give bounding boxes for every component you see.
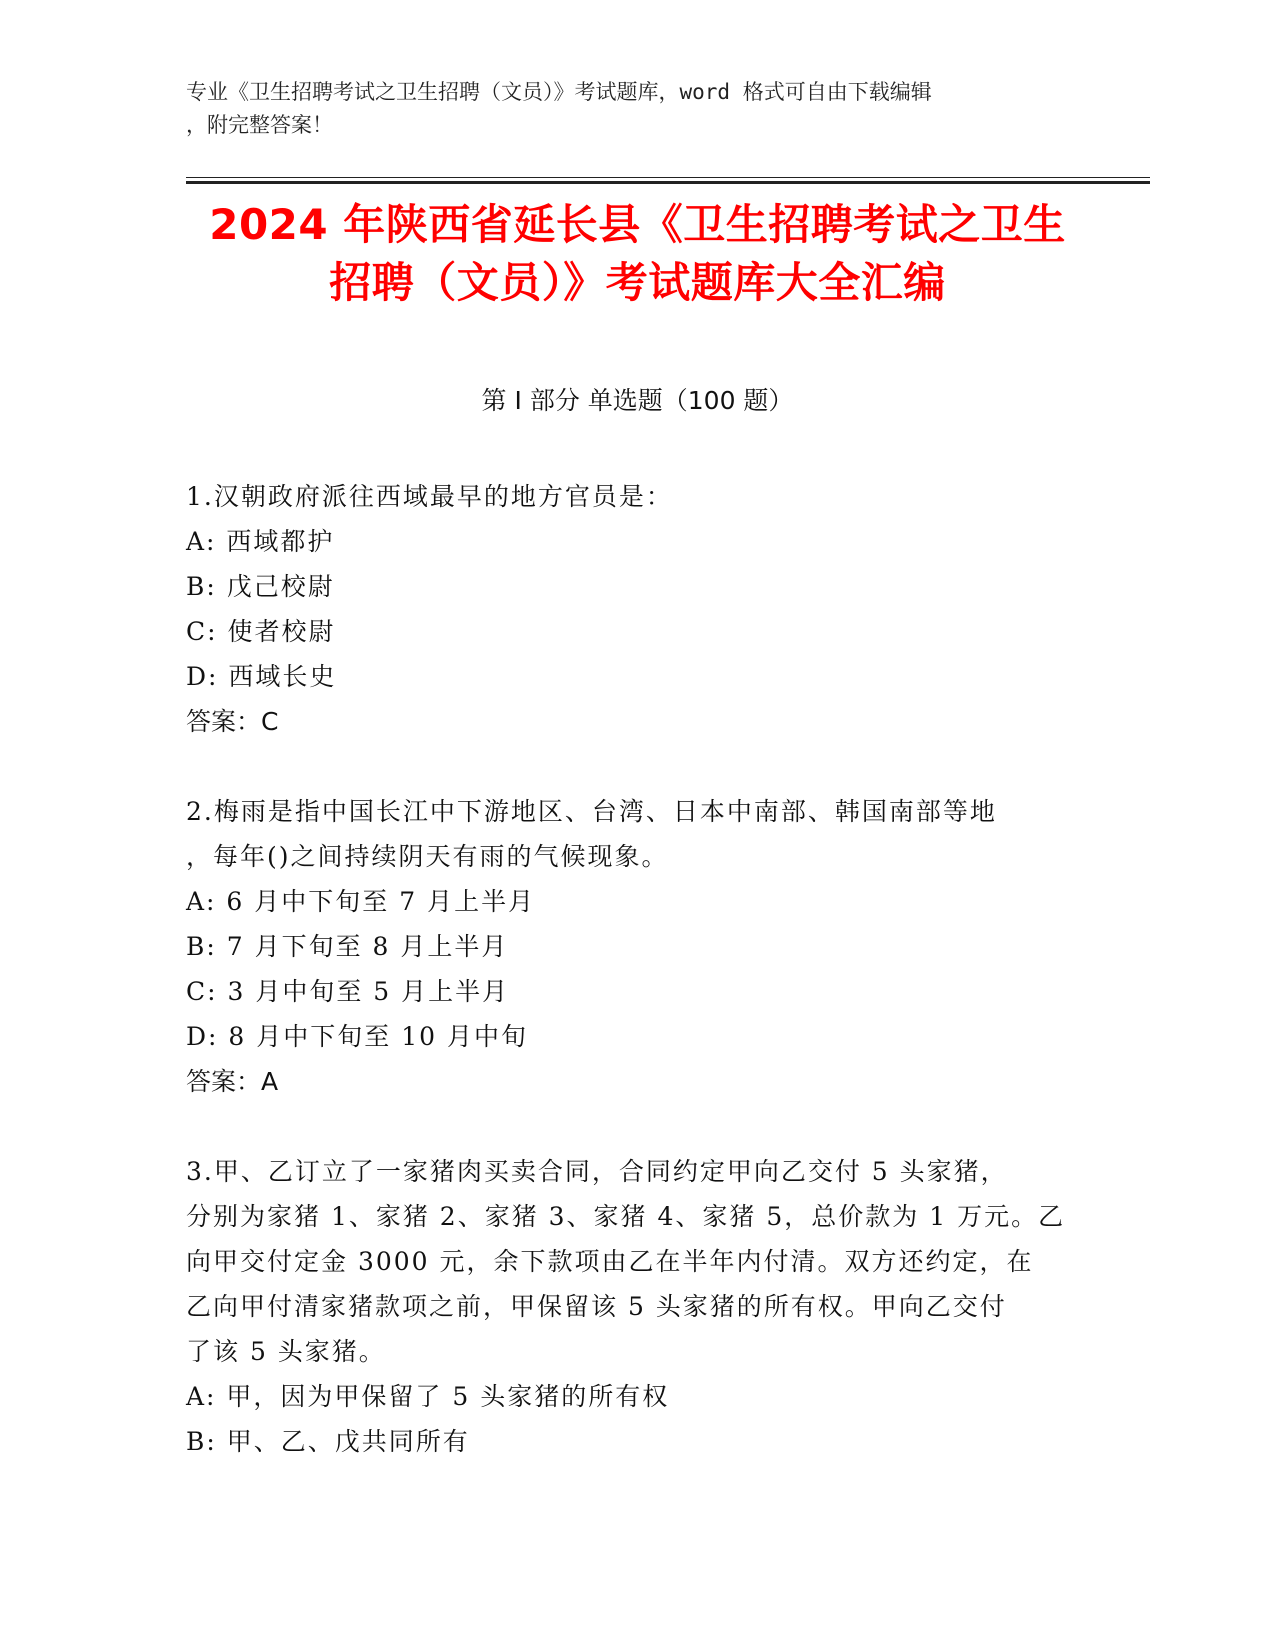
question-stem: 2.梅雨是指中国长江中下游地区、台湾、日本中南部、韩国南部等地: [186, 797, 997, 826]
option-b: B: 7 月下旬至 8 月上半月: [186, 932, 509, 961]
question-2: [186, 789, 1086, 1104]
header-note-line1: 专业《卫生招聘考试之卫生招聘（文员）》考试题库，word 格式可自由下载编辑: [186, 80, 932, 104]
question-stem: 乙向甲付清家猪款项之前，甲保留该 5 头家猪的所有权。甲向乙交付: [186, 1292, 1007, 1321]
question-stem: 1.汉朝政府派往西域最早的地方官员是：: [186, 482, 673, 511]
header-note: [186, 76, 1066, 142]
option-b: B: 甲、乙、戊共同所有: [186, 1427, 470, 1456]
option-d: D: 8 月中下旬至 10 月中旬: [186, 1022, 528, 1051]
section-heading: 第 I 部分 单选题（100 题）: [481, 386, 794, 415]
header-rule-thin: [186, 177, 1150, 178]
question-stem: 3.甲、乙订立了一家猪肉买卖合同，合同约定甲向乙交付 5 头家猪，: [186, 1157, 1008, 1186]
option-c: C: 使者校尉: [186, 617, 336, 646]
option-b: B: 戊己校尉: [186, 572, 335, 601]
answer-line: 答案：C: [186, 707, 279, 736]
question-3: [186, 1149, 1086, 1464]
question-stem: ，每年()之间持续阴天有雨的气候现象。: [186, 842, 669, 871]
header-rule-thick: [186, 181, 1150, 184]
answer-line: 答案：A: [186, 1067, 279, 1096]
document-title-line1: 2024 年陕西省延长县《卫生招聘考试之卫生: [209, 200, 1066, 249]
option-a: A: 甲，因为甲保留了 5 头家猪的所有权: [186, 1382, 670, 1411]
option-a: A: 6 月中下旬至 7 月上半月: [186, 887, 536, 916]
question-stem: 了该 5 头家猪。: [186, 1337, 386, 1366]
question-1: [186, 474, 1086, 744]
document-title: [140, 196, 1135, 312]
option-a: A: 西域都护: [186, 527, 335, 556]
question-stem: 向甲交付定金 3000 元，余下款项由乙在半年内付清。双方还约定，在: [186, 1247, 1034, 1276]
option-d: D: 西域长史: [186, 662, 337, 691]
header-note-line2: ，附完整答案！: [186, 113, 333, 137]
question-stem: 分别为家猪 1、家猪 2、家猪 3、家猪 4、家猪 5，总价款为 1 万元。乙: [186, 1202, 1066, 1231]
document-title-line2: 招聘（文员）》考试题库大全汇编: [329, 258, 946, 307]
option-c: C: 3 月中旬至 5 月上半月: [186, 977, 510, 1006]
question-list: [186, 474, 1086, 1509]
